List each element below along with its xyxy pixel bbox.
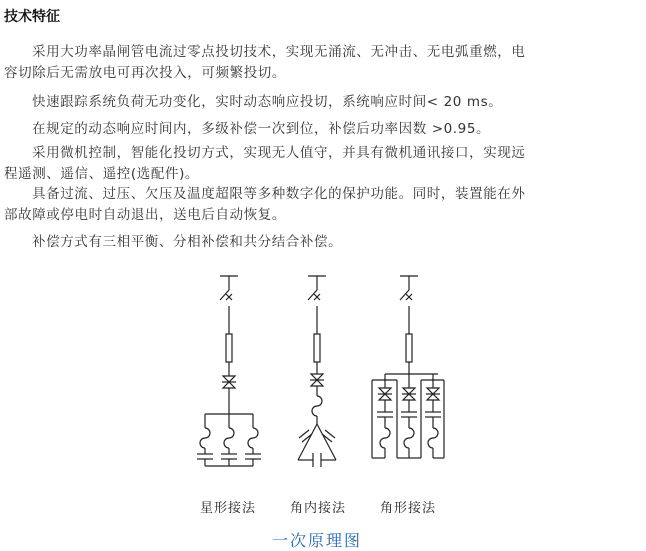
paragraph-line: 程遥测、遥信、遥控(选配件)。	[4, 166, 200, 182]
schematic-diagram	[180, 268, 470, 493]
paragraph-line: 快速跟踪系统负荷无功变化，实时动态响应投切，系统响应时间< 20 ms。	[32, 94, 503, 110]
caption-star: 星形接法	[200, 501, 257, 516]
paragraph-protection	[4, 184, 640, 226]
paragraph-control	[4, 143, 640, 185]
paragraph-line: 在规定的动态响应时间内，多级补偿一次到位，补偿后功率因数 >0.95。	[32, 121, 491, 137]
paragraph-line: 容切除后无需放电可再次投入，可频繁投切。	[4, 65, 286, 81]
figure-title: 一次原理图	[272, 531, 363, 550]
paragraph-power-factor	[4, 119, 640, 140]
paragraph-response	[4, 92, 640, 113]
section-heading: 技术特征	[4, 9, 60, 25]
caption-delta-inner: 角内接法	[290, 501, 347, 516]
paragraph-line: 具备过流、过压、欠压及温度超限等多种数字化的保护功能。同时，装置能在外	[32, 186, 526, 202]
paragraph-compensation	[4, 232, 640, 253]
paragraph-line: 采用大功率晶闸管电流过零点投切技术，实现无涌流、无冲击、无电弧重燃，电	[32, 44, 526, 60]
caption-delta: 角形接法	[380, 501, 437, 516]
paragraph-line: 采用微机控制，智能化投切方式，实现无人值守，并具有微机通讯接口，实现远	[32, 145, 526, 161]
star-connection-circuit	[197, 276, 261, 466]
paragraph-switching	[4, 42, 640, 84]
paragraph-line: 补偿方式有三相平衡、分相补偿和共分结合补偿。	[32, 234, 343, 250]
paragraph-line: 部故障或停电时自动退出，送电后自动恢复。	[4, 207, 286, 223]
delta-inner-connection-circuit	[298, 276, 336, 467]
delta-connection-circuit	[372, 276, 444, 458]
